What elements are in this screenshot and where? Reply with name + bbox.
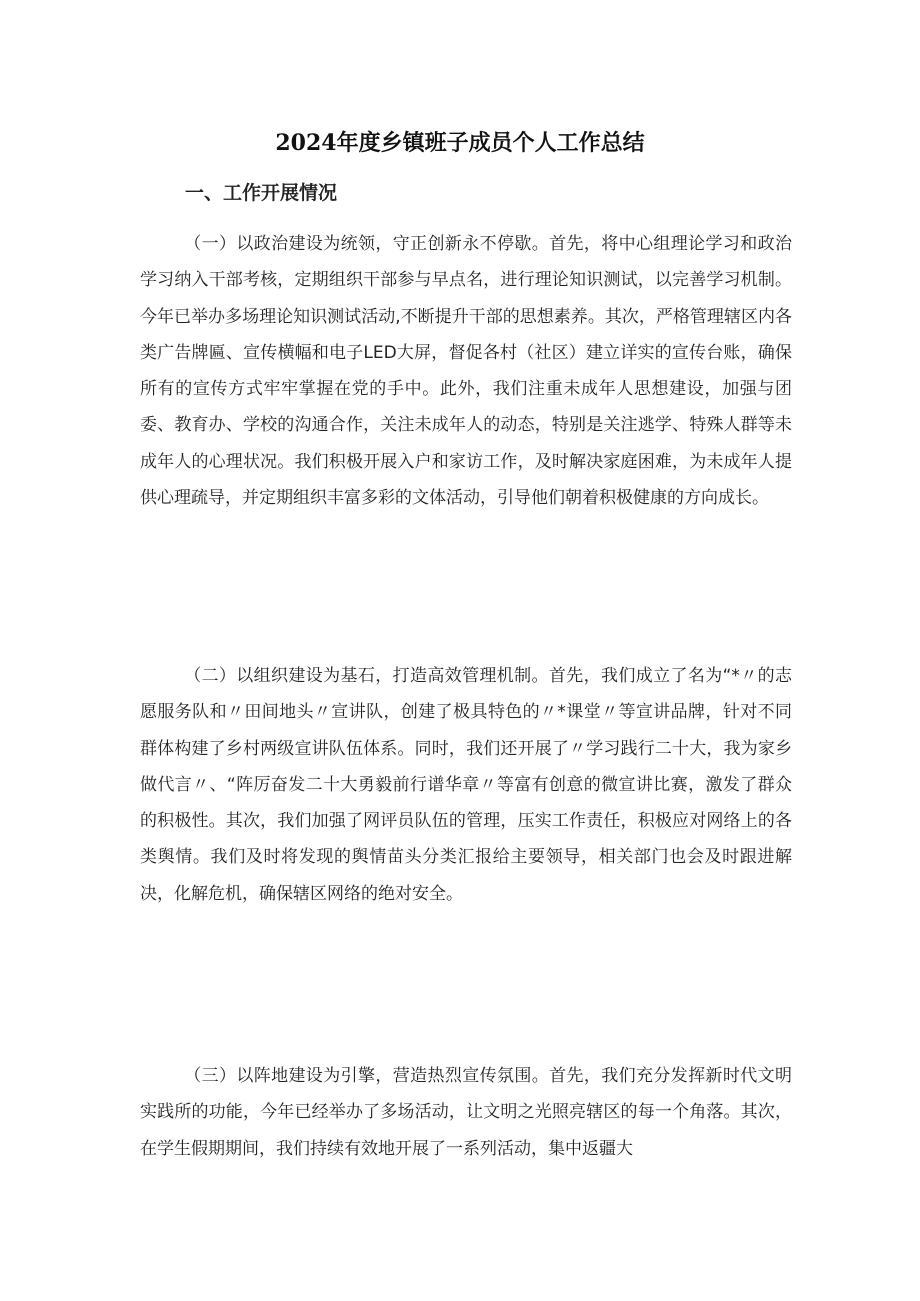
document-title: 2024年度乡镇班子成员个人工作总结 [275,130,645,156]
paragraph-position-building: （三）以阵地建设为引擎，营造热烈宣传氛围。首先，我们充分发挥新时代文明实践所的功能，今年已经举办了多场活动，让文明之光照亮辖区的每一个角落。其次，在学生假期期间，我们持续有效地开展了一系列活动，集中返疆大 [140,1066,792,1159]
paragraph-organizational-building: （二）以组织建设为基石，打造高效管理机制。首先，我们成立了名为“*〃的志愿服务队和〃田间地头〃宣讲队，创建了极具特色的〃*课堂〃等宣讲品牌，针对不同群体构建了乡村两级宣讲队伍体系。同时，我们还开展了〃学习践行二十大，我为家乡做代言〃、“阵厉奋发二十大勇毅前行谱华章〃等富有创意的微宣讲比赛，激发了群众的积极性。其次，我们加强了网评员队伍的管理，压实工作责任，积极应对网络上的各类舆情。我们及时将发现的舆情苗头分类汇报给主要领导，相关部门也会及时跟进解决，化解危机，确保辖区网络的绝对安全。 [140,666,792,904]
section-heading: 一、工作开展情况 [185,182,338,204]
paragraph-political-building: （一）以政治建设为统领，守正创新永不停歇。首先，将中心组理论学习和政治学习纳入干部考核，定期组织干部参与早点名，进行理论知识测试，以完善学习机制。今年已举办多场理论知识测试活动,不断提升干部的思想素养。其次，严格管理辖区内各类广告牌匾、宣传横幅和电子LED大屏，督促各村（社区）建立详实的宣传台账，确保所有的宣传方式牢牢掌握在党的手中。此外，我们注重未成年人思想建设，加强与团委、教育办、学校的沟通合作，关注未成年人的动态，特别是关注逃学、特殊人群等未成年人的心理状况。我们积极开展入户和家访工作，及时解决家庭困难，为未成年人提供心理疏导，并定期组织丰富多彩的文体活动，引导他们朝着积极健康的方向成长。 [140,234,792,509]
